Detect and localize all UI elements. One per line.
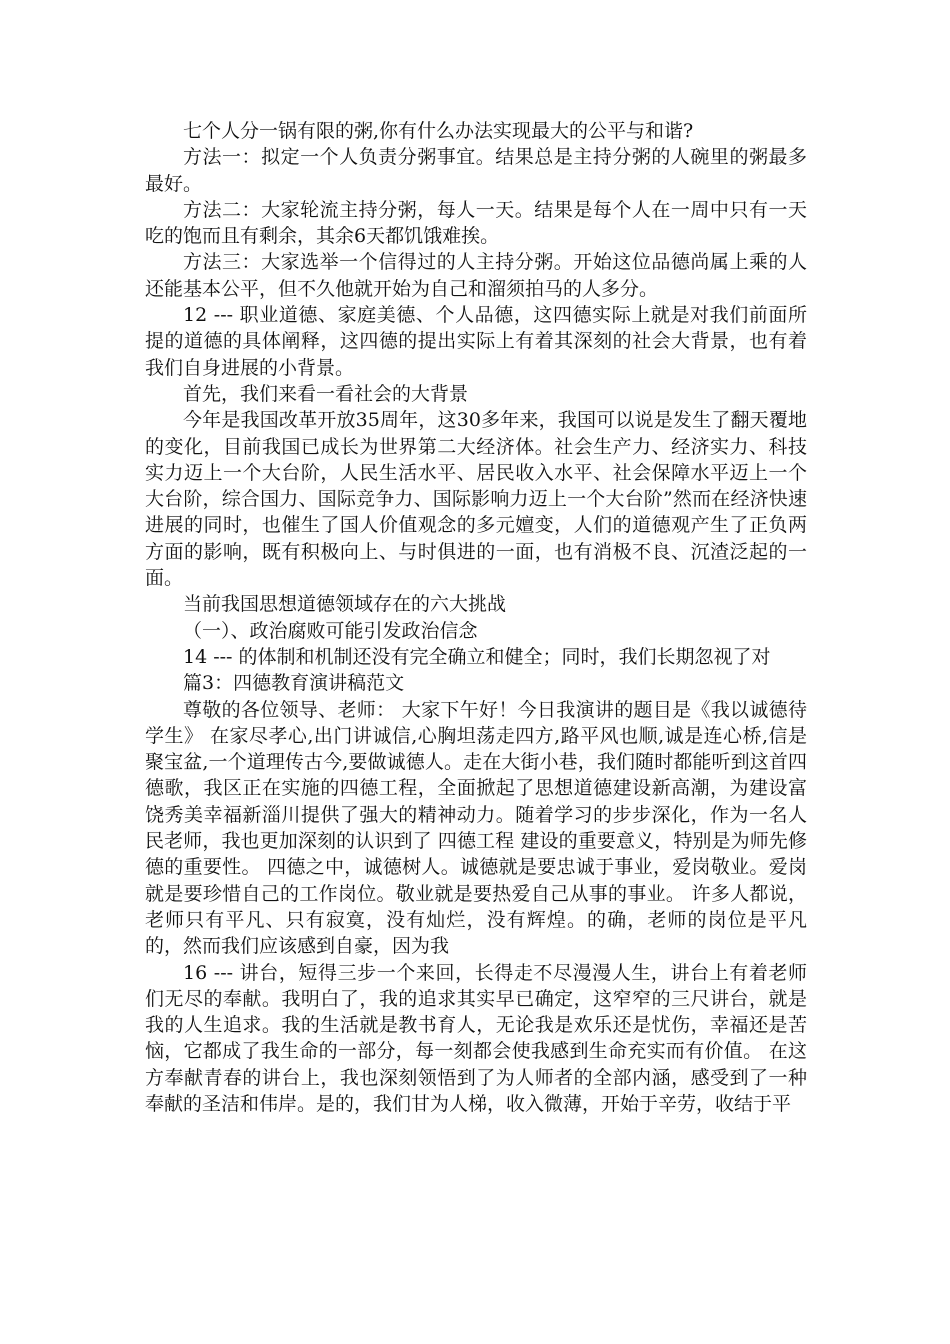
paragraph-section-12: 12 --- 职业道德、家庭美德、个人品德，这四德实际上就是对我们前面所提的道德的具体阐释，这四德的提出实际上有着其深刻的社会大背景，也有着我们自身进展的小背景。 [145,304,807,379]
paragraph-method-one: 方法一：拟定一个人负责分粥事宜。结果总是主持分粥的人碗里的粥最多最好。 [145,146,807,195]
paragraph-section-16: 16 --- 讲台，短得三步一个来回，长得走不尽漫漫人生，讲台上有着老师们无尽的奉献。我明白了，我的追求其实早已确定，这窄窄的三尺讲台，就是我的人生追求。我的生活就是教书育人，无论我是欢乐还是忧伤，幸福还是苦恼，它都成了我生命的一部分，每一刻都会使我感到生命充实而有价值。 在这方奉献青春的讲台上，我也深刻领悟到了为人师者的全部内涵，感受到了一种奉献的圣洁和伟岸。是的，我们甘为人梯，收入微薄，开始于辛劳，收结于平 [145,961,807,1115]
document-body [145,118,807,1117]
paragraph-part-3-title: 篇3：四德教育演讲稿范文 [183,672,405,695]
paragraph-section-14: 14 --- 的体制和机制还没有完全确立和健全；同时，我们长期忽视了对 [183,645,771,668]
paragraph-reform-opening: 今年是我国改革开放35周年，这30多年来，我国可以说是发生了翻天覆地的变化，目前我国已成长为世界第二大经济体。社会生产力、经济实力、科技实力迈上一个大台阶，人民生活水平、居民收入水平、社会保障水平迈上一个大台阶，综合国力、国际竞争力、国际影响力迈上一个大台阶”然而在经济快速进展的同时，也催生了国人价值观念的多元嬗变，人们的道德观产生了正负两方面的影响，既有积极向上、与时俱进的一面，也有消极不良、沉渣泛起的一面。 [145,409,807,590]
paragraph-method-three: 方法三：大家选举一个信得过的人主持分粥。开始这位品德尚属上乘的人还能基本公平，但不久他就开始为自己和溜须拍马的人多分。 [145,251,807,300]
paragraph-method-two: 方法二：大家轮流主持分粥，每人一天。结果是每个人在一周中只有一天吃的饱而且有剩余，其余6天都饥饿难挨。 [145,198,807,248]
paragraph-speech-body: 尊敬的各位领导、老师： 大家下午好！今日我演讲的题目是《我以诚德待学生》 在家尽孝心,出门讲诚信,心胸坦荡走四方,路平风也顺,诚是连心桥,信是聚宝盆,一个道理传古今,要做诚德人。走在大街小巷，我们随时都能听到这首四德歌，我区正在实施的四德工程，全面掀起了思想道德建设新高潮，为建设富饶秀美幸福新淄川提供了强大的精神动力。随着学习的步步深化，作为一名人民老师，我也更加深刻的认识到了 四德工程 建设的重要意义，特别是为师先修德的重要性。 四德之中，诚德树人。诚德就是要忠诚于事业，爱岗敬业。爱岗就是要珍惜自己的工作岗位。敬业就是要热爱自己从事的事业。 许多人都说，老师只有平凡、只有寂寞，没有灿烂，没有辉煌。的确，老师的岗位是平凡的，然而我们应该感到自豪，因为我 [145,698,807,958]
paragraph-porridge-question: 七个人分一锅有限的粥,你有什么办法实现最大的公平与和谐? [183,120,694,142]
paragraph-six-challenges-heading: 当前我国思想道德领域存在的六大挑战 [183,593,507,616]
paragraph-social-background-heading: 首先，我们来看一看社会的大背景 [183,382,469,405]
paragraph-challenge-one: （一）、政治腐败可能引发政治信念 [183,619,478,642]
